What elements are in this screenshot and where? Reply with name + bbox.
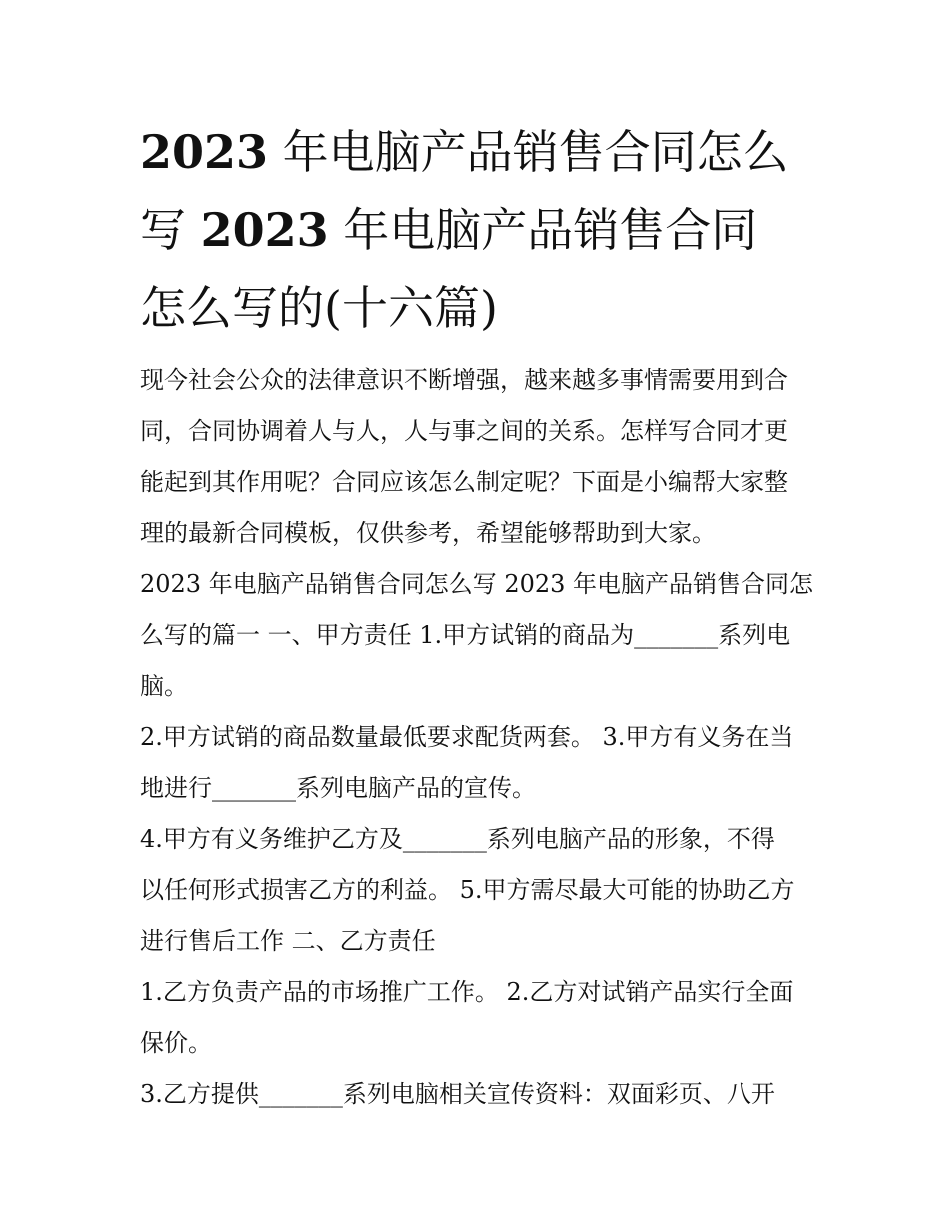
body-line: 2023 年电脑产品销售合同怎么写 2023 年电脑产品销售合同怎 (140, 570, 814, 598)
title-year: 2023 (200, 203, 329, 257)
title-text: 年电脑产品销售合同 (328, 203, 758, 257)
title-line (140, 113, 820, 191)
body-line: 能起到其作用呢？合同应该怎么制定呢？下面是小编帮大家整 (140, 468, 788, 496)
title-text: 怎么写的(十六篇) (140, 281, 498, 335)
body-line: 保价。 (140, 1029, 212, 1057)
title-text: 写 (140, 203, 201, 257)
body-line: 3.乙方提供_______系列电脑相关宣传资料：双面彩页、八开 (140, 1080, 775, 1108)
body-line: 2.甲方试销的商品数量最低要求配货两套。 3.甲方有义务在当 (140, 723, 794, 751)
title-line (140, 191, 820, 269)
document-title (140, 113, 820, 347)
body-line: 现今社会公众的法律意识不断增强，越来越多事情需要用到合 (140, 366, 788, 394)
body-line: 以任何形式损害乙方的利益。 5.甲方需尽最大可能的协助乙方 (140, 876, 795, 904)
title-line (140, 269, 820, 347)
body-line: 地进行_______系列电脑产品的宣传。 (140, 774, 536, 802)
document-body (140, 355, 830, 1120)
title-text: 年电脑产品销售合同怎么 (268, 125, 789, 179)
body-line: 1.乙方负责产品的市场推广工作。 2.乙方对试销产品实行全面 (140, 978, 794, 1006)
body-line: 理的最新合同模板，仅供参考，希望能够帮助到大家。 (140, 519, 716, 547)
title-year: 2023 (140, 125, 269, 179)
body-line: 脑。 (140, 672, 188, 700)
body-line: 同，合同协调着人与人，人与事之间的关系。怎样写合同才更 (140, 417, 788, 445)
body-line: 4.甲方有义务维护乙方及_______系列电脑产品的形象，不得 (140, 825, 775, 853)
body-line: 进行售后工作 二、乙方责任 (140, 927, 436, 955)
body-line: 么写的篇一 一、甲方责任 1.甲方试销的商品为_______系列电 (140, 621, 791, 649)
